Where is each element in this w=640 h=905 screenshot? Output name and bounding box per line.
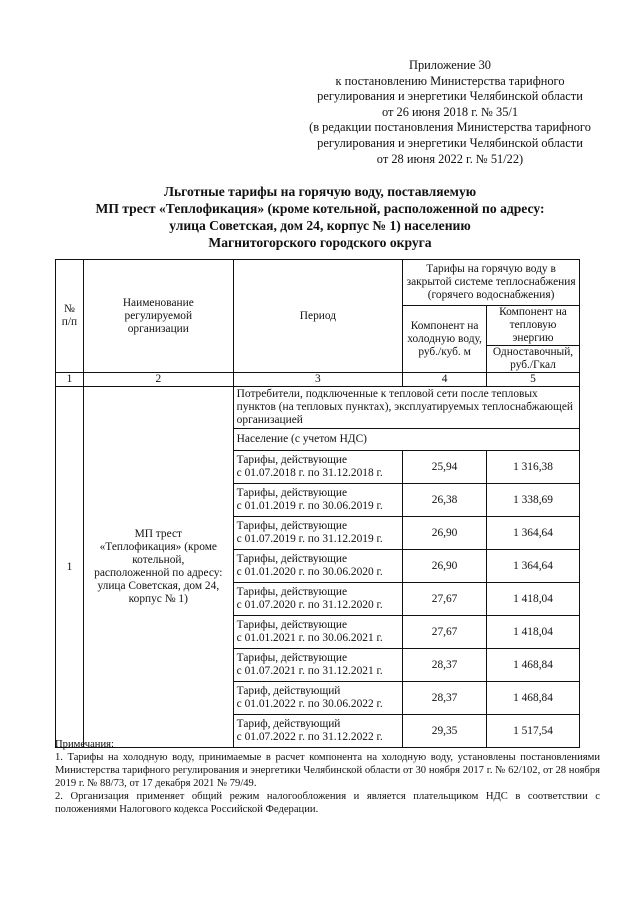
title-line: МП трест «Теплофикация» (кроме котельной, расположенной по адресу: [95, 201, 545, 216]
period-dates: с 01.07.2021 г. по 31.12.2021 г. [236, 665, 383, 677]
heat-value: 1 364,64 [487, 517, 580, 550]
appendix-line: от 28 июня 2022 г. № 51/22) [376, 151, 524, 166]
heat-value: 1 517,54 [487, 715, 580, 748]
organization-name: МП трест «Теплофикация» (кроме котельной, расположенной по адресу: улица Советская, дом 24, корпус № 1) [83, 387, 233, 748]
period-dates: с 01.07.2022 г. по 31.12.2022 г. [236, 731, 383, 743]
cold-water-value: 26,38 [403, 484, 487, 517]
period-label: Тариф, действующий [236, 718, 341, 730]
period-dates: с 01.01.2022 г. по 30.06.2022 г. [236, 698, 383, 710]
cold-water-value: 28,37 [403, 682, 487, 715]
period-dates: с 01.07.2019 г. по 31.12.2019 г. [236, 533, 383, 545]
title-line: улица Советская, дом 24, корпус № 1) населению [169, 218, 471, 233]
period-dates: с 01.01.2019 г. по 30.06.2019 г. [236, 500, 383, 512]
cold-water-value: 27,67 [403, 616, 487, 649]
period-cell [233, 517, 402, 550]
period-label: Тариф, действующий [236, 685, 341, 697]
period-label: Тарифы, действующие [236, 454, 348, 466]
header-tariffs-group: Тарифы на горячую воду в закрытой системе теплоснабжения (горячего водоснабжения) [403, 260, 580, 306]
note-item: 2. Организация применяет общий режим налогообложения и является плательщиком НДС в соответствии с положениями Налогового кодекса Российской Федерации. [55, 791, 600, 815]
consumers-row: Потребители, подключенные к тепловой сети после тепловых пунктов (на тепловых пунктах), эксплуатируемых теплоснабжающей организацией [233, 387, 579, 429]
header-org: Наименование регулируемой организации [83, 260, 233, 373]
notes-heading: Примечания: [55, 739, 114, 750]
appendix-line: Приложение 30 [409, 58, 491, 72]
cold-water-value: 25,94 [403, 451, 487, 484]
period-dates: с 01.01.2021 г. по 30.06.2021 г. [236, 632, 383, 644]
period-label: Тарифы, действующие [236, 553, 348, 565]
heat-value: 1 364,64 [487, 550, 580, 583]
note-item: 1. Тарифы на холодную воду, принимаемые в расчет компонента на холодную воду, установлены постановлениями Министерства тарифного регулирования и энергетики Челябинской области от 30 ноября 2017 г. № 62/102, от 28 ноября 2019 г. № 88/73, от 17 декабря 2021 № 79/49. [55, 752, 600, 789]
appendix-line: регулирования и энергетики Челябинской области [317, 135, 583, 150]
col-number: 5 [487, 373, 580, 387]
heat-value: 1 338,69 [487, 484, 580, 517]
col-number: 2 [83, 373, 233, 387]
header-num: № п/п [56, 260, 84, 373]
cold-water-value: 26,90 [403, 550, 487, 583]
cold-water-value: 26,90 [403, 517, 487, 550]
cold-water-value: 29,35 [403, 715, 487, 748]
period-label: Тарифы, действующие [236, 586, 348, 598]
period-label: Тарифы, действующие [236, 520, 348, 532]
period-cell [233, 583, 402, 616]
cold-water-value: 27,67 [403, 583, 487, 616]
document-title [60, 183, 580, 251]
header-period: Период [233, 260, 402, 373]
notes-section [55, 738, 600, 816]
period-dates: с 01.07.2018 г. по 31.12.2018 г. [236, 467, 383, 479]
title-line: Льготные тарифы на горячую воду, поставляемую [163, 184, 477, 199]
col-number: 1 [56, 373, 84, 387]
period-cell [233, 682, 402, 715]
heat-value: 1 418,04 [487, 616, 580, 649]
appendix-line: регулирования и энергетики Челябинской области [317, 89, 583, 104]
period-dates: с 01.01.2020 г. по 30.06.2020 г. [236, 566, 383, 578]
appendix-line: (в редакции постановления Министерства тарифного [309, 120, 591, 135]
header-thermal: Компонент на тепловую энергию [487, 306, 580, 346]
heat-value: 1 468,84 [487, 682, 580, 715]
col-number: 4 [403, 373, 487, 387]
heat-value: 1 418,04 [487, 583, 580, 616]
header-one-part: Одноставочный, руб./Гкал [487, 346, 580, 373]
tariff-table [55, 259, 580, 748]
appendix-header [280, 58, 620, 167]
period-cell [233, 616, 402, 649]
cold-water-value: 28,37 [403, 649, 487, 682]
col-number: 3 [233, 373, 402, 387]
period-cell [233, 451, 402, 484]
heat-value: 1 468,84 [487, 649, 580, 682]
header-cold-water: Компонент на холодную воду, руб./куб. м [403, 306, 487, 373]
period-label: Тарифы, действующие [236, 652, 348, 664]
population-row: Население (с учетом НДС) [233, 429, 579, 451]
period-cell [233, 649, 402, 682]
row-number: 1 [56, 387, 84, 748]
title-line: Магнитогорского городского округа [208, 235, 432, 250]
period-dates: с 01.07.2020 г. по 31.12.2020 г. [236, 599, 383, 611]
period-label: Тарифы, действующие [236, 487, 348, 499]
period-label: Тарифы, действующие [236, 619, 348, 631]
heat-value: 1 316,38 [487, 451, 580, 484]
appendix-line: к постановлению Министерства тарифного [335, 73, 565, 88]
period-cell [233, 484, 402, 517]
period-cell [233, 550, 402, 583]
appendix-line: от 26 июня 2018 г. № 35/1 [381, 104, 519, 119]
